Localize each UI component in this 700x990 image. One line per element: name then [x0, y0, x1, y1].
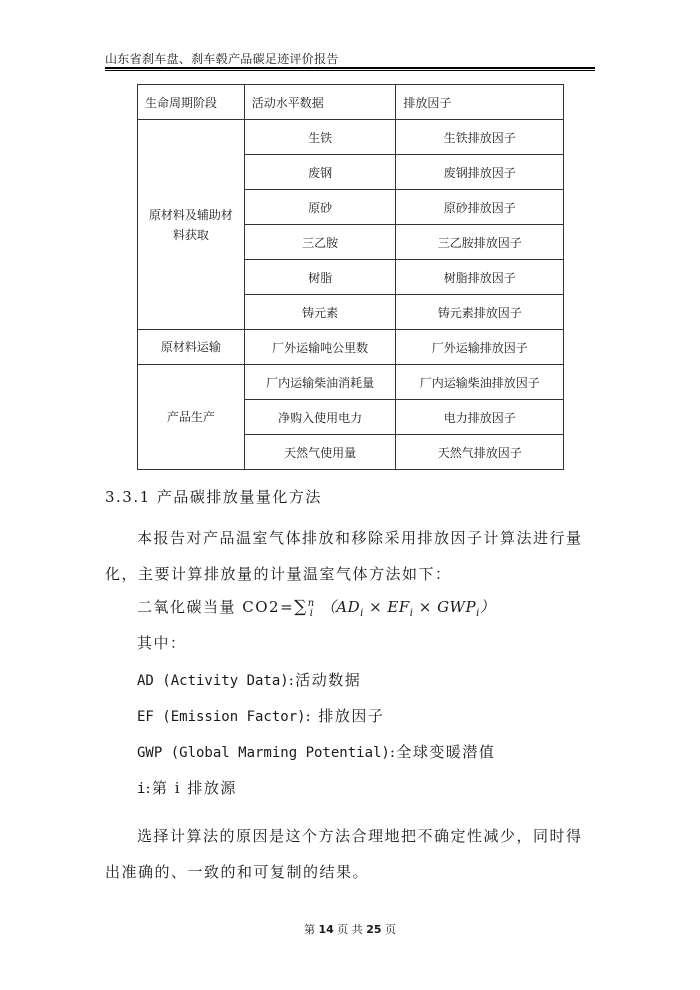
factor-cell: 厂外运输排放因子: [396, 330, 564, 365]
activity-cell: 厂外运输吨公里数: [244, 330, 396, 365]
activity-cell: 生铁: [244, 120, 396, 155]
definition-ef: [137, 705, 629, 726]
total-pages: 25: [366, 923, 382, 936]
definition-desc: : 排放因子: [305, 707, 385, 725]
sum-index: i: [309, 608, 315, 619]
factor-cell: 树脂排放因子: [396, 260, 564, 295]
factor-cell: 废钢排放因子: [396, 155, 564, 190]
factor-cell: 厂内运输柴油排放因子: [396, 365, 564, 400]
activity-cell: 废钢: [244, 155, 396, 190]
factor-cell: 生铁排放因子: [396, 120, 564, 155]
ad-index: i: [360, 608, 364, 619]
section-heading: 3.3.1 产品碳排放量量化方法: [105, 488, 322, 506]
stage-cell: 原材料运输: [138, 330, 245, 365]
ef-index: i: [409, 608, 414, 619]
definition-term: AD (Activity Data): [137, 673, 289, 689]
gwp-index: i: [476, 608, 480, 619]
running-header: 山东省刹车盘、刹车毂产品碳足迹评价报告: [105, 52, 339, 66]
stage-cell: 原材料及辅助材料获取: [138, 120, 245, 330]
intro-paragraph: 本报告对产品温室气体排放和移除采用排放因子计算法进行量化，主要计算排放量的计量温室气体方法如下：: [105, 529, 583, 583]
table-row: [138, 365, 564, 400]
factor-cell: 天然气排放因子: [396, 435, 564, 470]
activity-cell: 净购入使用电力: [244, 400, 396, 435]
header-rule: [105, 67, 595, 69]
activity-cell: 厂内运输柴油消耗量: [244, 365, 396, 400]
definition-term: GWP (Global Marming Potential): [137, 745, 390, 761]
factor-cell: 三乙胺排放因子: [396, 225, 564, 260]
formula-ef: × EF: [363, 598, 410, 616]
formula-expression: [320, 598, 496, 619]
formula-close: ）: [479, 598, 496, 616]
table-header-row: [138, 85, 564, 120]
column-header: 活动水平数据: [244, 85, 396, 120]
formula-gwp: × GWP: [413, 598, 477, 616]
definition-desc: :第 i 排放源: [145, 779, 237, 797]
activity-cell: 树脂: [244, 260, 396, 295]
column-header: 排放因子: [396, 85, 564, 120]
factor-cell: 铸元素排放因子: [396, 295, 564, 330]
formula-ad: （AD: [320, 598, 361, 616]
activity-cell: 天然气使用量: [244, 435, 396, 470]
definition-desc: :全球变暖潜值: [389, 743, 496, 761]
footer-prefix: 第: [303, 923, 315, 936]
definition-i: [137, 777, 629, 798]
sum-symbol: ∑: [294, 597, 308, 617]
where-label: 其中：: [137, 634, 187, 652]
column-header: 生命周期阶段: [138, 85, 245, 120]
stage-cell: 产品生产: [138, 365, 245, 470]
footer-mid: 页 共: [337, 923, 363, 936]
definition-term: i: [137, 781, 146, 797]
sum-upper-limit: n: [307, 598, 316, 609]
conclusion-paragraph: 选择计算法的原因是这个方法合理地把不确定性减少，同时得出准确的、一致的和可复制的结果。: [105, 827, 583, 881]
formula-label: 二氧化碳当量 CO2=: [137, 598, 295, 616]
definition-desc: :活动数据: [288, 671, 362, 689]
activity-cell: 铸元素: [244, 295, 396, 330]
factor-cell: 电力排放因子: [396, 400, 564, 435]
footer-suffix: 页: [385, 923, 397, 936]
table-row: [138, 120, 564, 155]
page-number: 14: [318, 923, 334, 936]
definition-term: EF (Emission Factor): [137, 709, 306, 725]
page-footer: [0, 921, 700, 937]
definition-ad: [137, 669, 629, 690]
factor-cell: 原砂排放因子: [396, 190, 564, 225]
activity-cell: 原砂: [244, 190, 396, 225]
activity-cell: 三乙胺: [244, 225, 396, 260]
co2-formula: [137, 596, 629, 619]
lifecycle-data-table: [137, 84, 564, 470]
table-row: [138, 330, 564, 365]
header-rule-thin: [105, 70, 595, 71]
definition-gwp: [137, 741, 629, 762]
